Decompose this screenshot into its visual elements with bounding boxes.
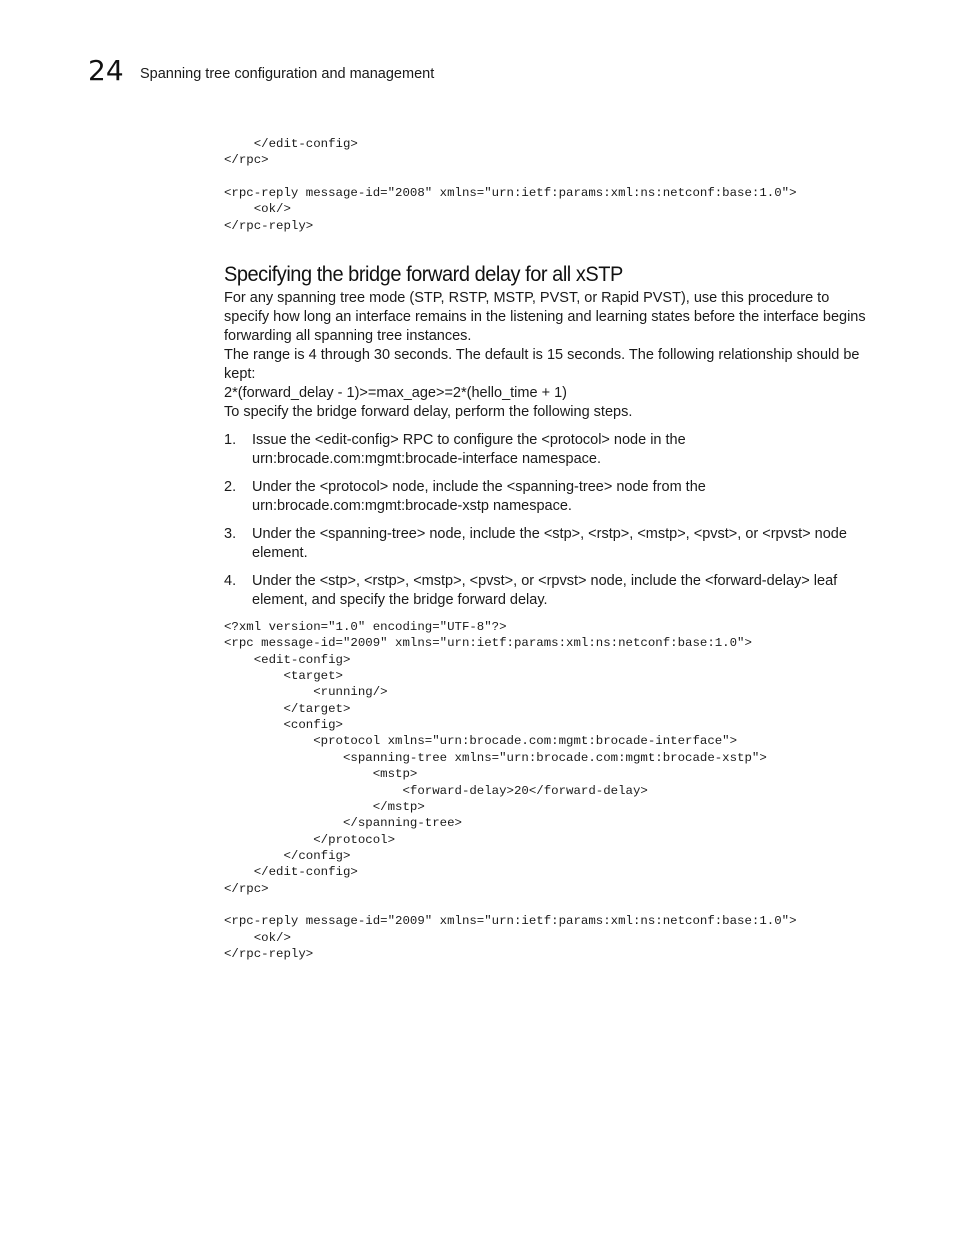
chapter-title: Spanning tree configuration and management [140, 66, 435, 82]
list-item [224, 525, 874, 563]
steps-list [224, 431, 874, 610]
list-item [224, 431, 874, 469]
step-number: 2. [224, 479, 237, 496]
intro-paragraph: For any spanning tree mode (STP, RSTP, MSTP, PVST, or Rapid PVST), use this procedure to specify how long an interface remains in the listening and learning states before the interface begins forwarding all spanning tree instances. [224, 290, 866, 345]
step-text: Under the <stp>, <rstp>, <mstp>, <pvst>, or <rpvst> node, include the <forward-delay> leaf element, and specify the bridge forward delay. [252, 573, 838, 609]
page-content [224, 136, 874, 962]
list-item [224, 478, 874, 516]
list-item [224, 572, 874, 610]
range-paragraph: The range is 4 through 30 seconds. The default is 15 seconds. The following relationship should be kept: [224, 347, 860, 383]
step-number: 4. [224, 573, 237, 590]
step-text: Under the <protocol> node, include the <spanning-tree> node from the urn:brocade.com:mgmt:brocade-xstp namespace. [252, 479, 706, 515]
code-block-previous: </edit-config> </rpc> <rpc-reply message-id="2008" xmlns="urn:ietf:params:xml:ns:netconf:base:1.0"> <ok/> </rpc-reply> [224, 137, 797, 233]
step-number: 3. [224, 526, 237, 543]
chapter-number: 24 [88, 54, 124, 87]
steps-intro: To specify the bridge forward delay, perform the following steps. [224, 404, 633, 421]
section-title: Specifying the bridge forward delay for all xSTP [224, 262, 623, 287]
step-text: Issue the <edit-config> RPC to configure the <protocol> node in the urn:brocade.com:mgmt:brocade-interface namespace. [252, 432, 686, 468]
step-number: 1. [224, 432, 237, 449]
formula-line: 2*(forward_delay - 1)>=max_age>=2*(hello_time + 1) [224, 385, 567, 402]
code-block-example: <?xml version="1.0" encoding="UTF-8"?> <rpc message-id="2009" xmlns="urn:ietf:params:xml:ns:netconf:base:1.0"> <edit-config> <target> <running/> </target> <config> <protocol xmlns="urn:brocade.com:mgmt:brocade-interface"> <spanning-tree xmlns="urn:brocade.com:mgmt:brocade-xstp"> <mstp> <forward-delay>20</forward-delay> </mstp> </spanning-tree> </protocol> </config> </edit-config> </rpc> <rpc-reply message-id="2009" xmlns="urn:ietf:params:xml:ns:netconf:base:1.0"> <ok/> </rpc-reply> [224, 620, 797, 961]
step-text: Under the <spanning-tree> node, include the <stp>, <rstp>, <mstp>, <pvst>, or <rpvst> node element. [252, 526, 847, 562]
